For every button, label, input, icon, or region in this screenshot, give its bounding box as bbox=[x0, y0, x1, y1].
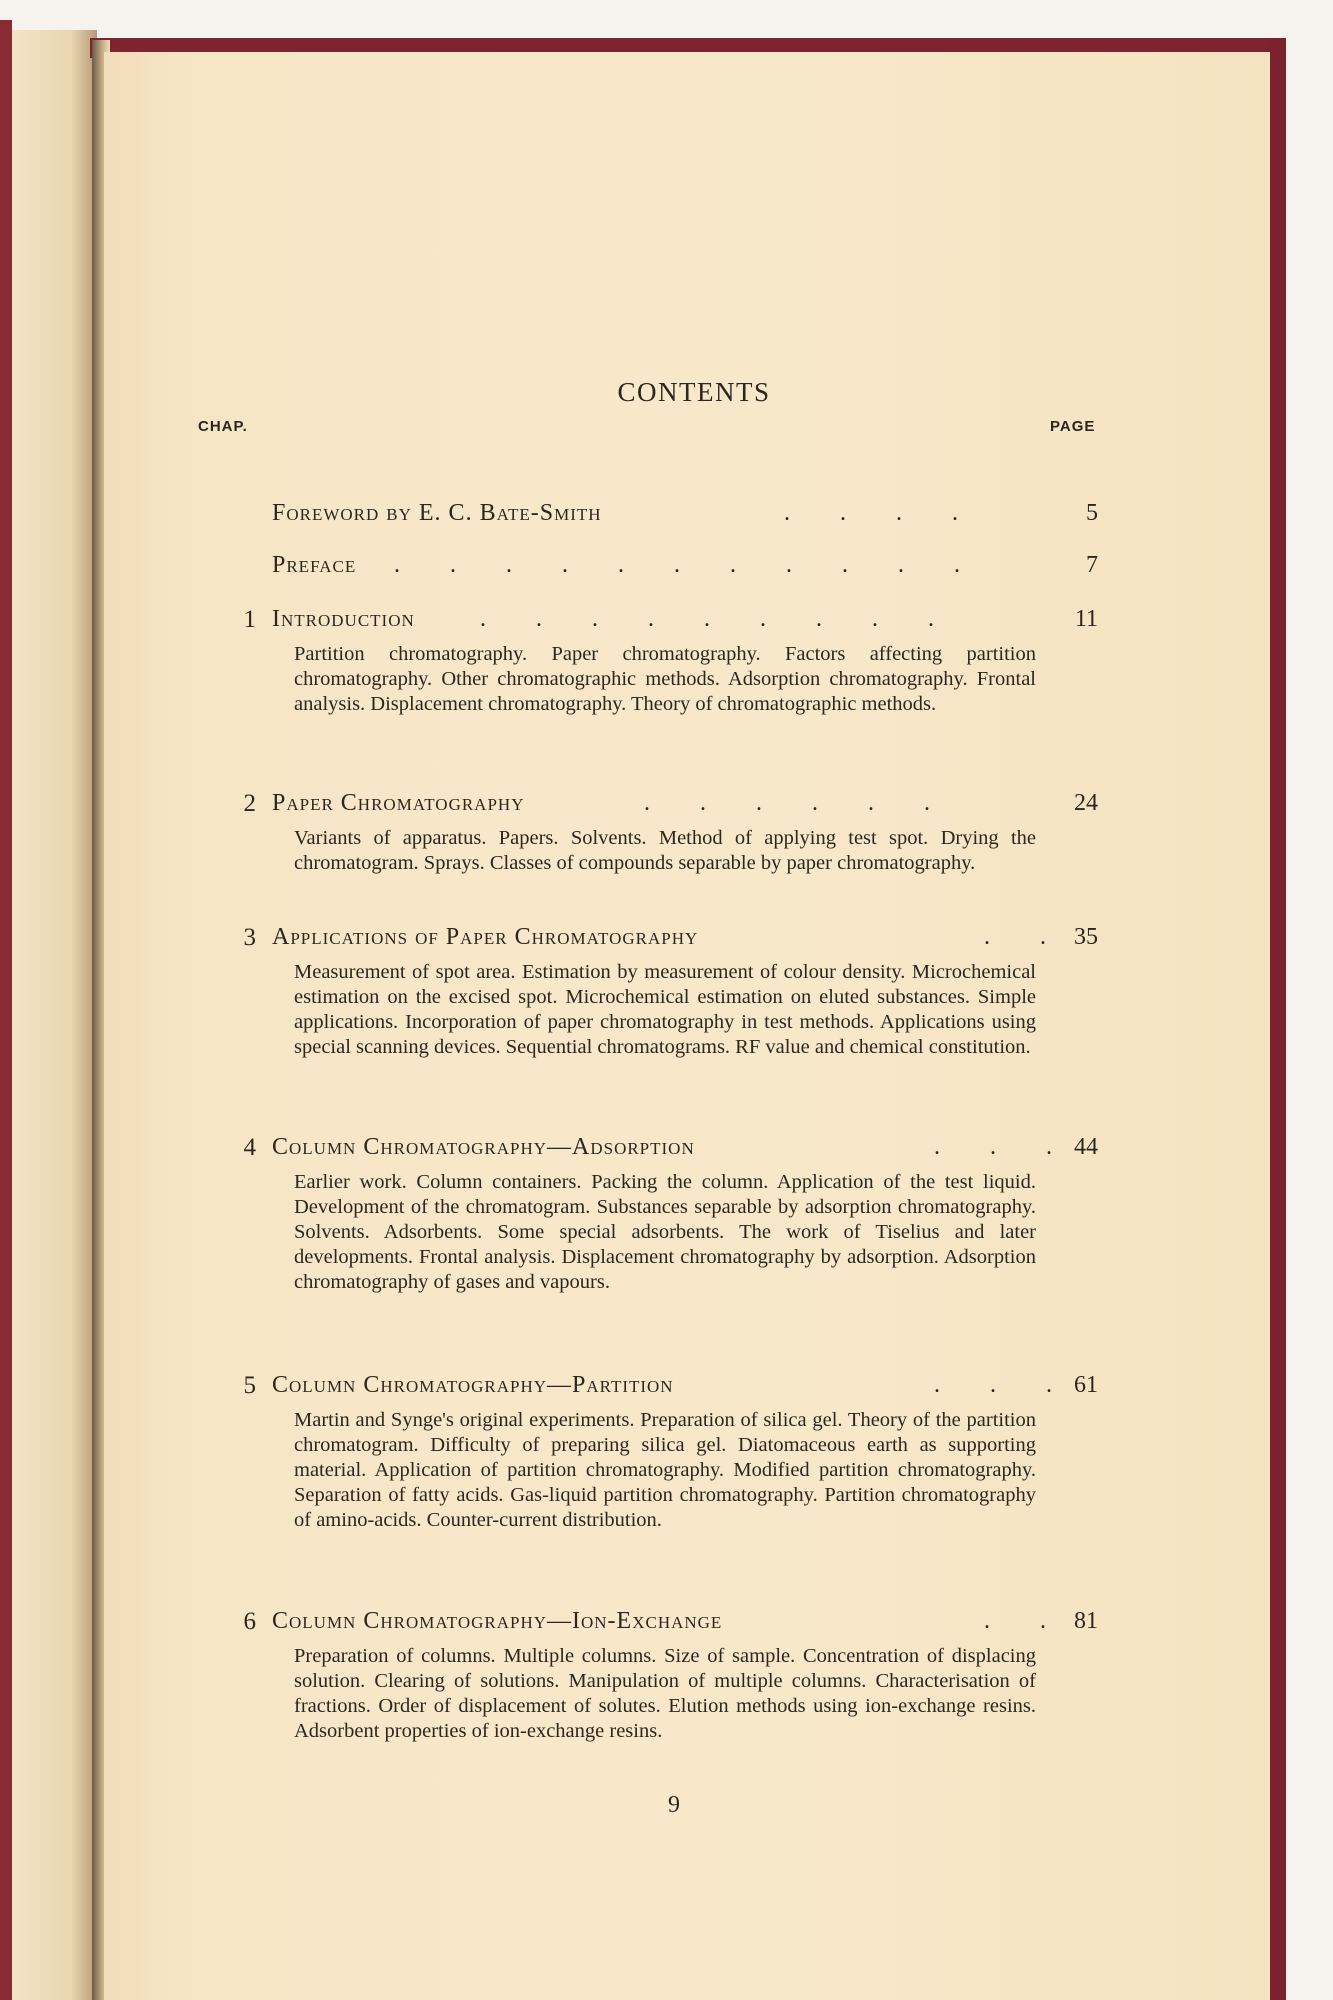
page-column-header: PAGE bbox=[1050, 418, 1096, 435]
chapter-description: Earlier work. Column containers. Packing the column. Application of the test liquid. Development of the chromatogram. Substances separable by adsorption chromatography. Solvents. Adsorbents. Some special adsorbents. The work of Tiselius and later developments. Frontal analysis. Displacement chromatography by adsorption. Adsorption chromatography of gases and vapours. bbox=[294, 1171, 1036, 1293]
chapter-number: 1 bbox=[243, 606, 256, 633]
toc-page-number: 11 bbox=[1074, 606, 1098, 632]
chapter-description: Variants of apparatus. Papers. Solvents. Method of applying test spot. Drying the chromatogram. Sprays. Classes of compounds separable by paper chromatography. bbox=[294, 827, 1036, 874]
chapter-description: Measurement of spot area. Estimation by measurement of colour density. Microchemical estimation on the excised spot. Microchemical estimation on eluted substances. Simple applications. Incorporation of paper chromatography in test methods. Applications using special scanning devices. Sequential chromatograms. RF value and chemical constitution. bbox=[294, 961, 1036, 1058]
chapter-description: Partition chromatography. Paper chromatography. Factors affecting partition chromatography. Other chromatographic methods. Adsorption chromatography. Frontal analysis. Displacement chromatography. Theory of chromatographic methods. bbox=[294, 643, 1036, 715]
page-title: CONTENTS bbox=[617, 377, 771, 407]
contents-text bbox=[104, 52, 1270, 2000]
toc-heading: Introduction bbox=[272, 606, 415, 632]
toc-page-number: 7 bbox=[1086, 552, 1098, 578]
toc-heading: Column Chromatography—Partition bbox=[272, 1372, 674, 1398]
chapter-number: 2 bbox=[243, 790, 256, 817]
dot-leader: . . . . . . . . . bbox=[480, 606, 956, 632]
chapter-number: 5 bbox=[243, 1372, 256, 1399]
chapter-number: 3 bbox=[243, 924, 256, 951]
dot-leader: . . . bbox=[934, 1134, 1074, 1160]
toc-heading: Applications of Paper Chromatography bbox=[272, 924, 699, 950]
toc-page-number: 61 bbox=[1074, 1372, 1098, 1398]
book-cover-left-edge bbox=[0, 20, 12, 2000]
dot-leader: . . . . . . . . . . . bbox=[394, 552, 982, 578]
toc-heading: Column Chromatography—Adsorption bbox=[272, 1134, 695, 1160]
chapter-description: Preparation of columns. Multiple columns. Size of sample. Concentration of displacing solution. Clearing of solutions. Manipulation of multiple columns. Characterisation of fractions. Order of displacement of solutes. Elution methods using ion-exchange resins. Adsorbent properties of ion-exchange resins. bbox=[294, 1645, 1036, 1742]
page-number: 9 bbox=[668, 1792, 680, 1818]
dot-leader: . . bbox=[984, 1608, 1068, 1634]
dot-leader: . . . . bbox=[784, 500, 980, 526]
toc-page-number: 24 bbox=[1074, 790, 1098, 816]
chapter-number: 4 bbox=[243, 1134, 256, 1161]
dot-leader: . . . . . . bbox=[644, 790, 952, 816]
left-page-edge bbox=[12, 30, 97, 2000]
toc-heading: Preface bbox=[272, 552, 357, 578]
toc-heading: Column Chromatography—Ion-Exchange bbox=[272, 1608, 723, 1634]
toc-page-number: 35 bbox=[1074, 924, 1098, 950]
toc-page-number: 5 bbox=[1086, 500, 1098, 526]
book-cover-right-edge bbox=[1268, 38, 1286, 2000]
chapter-column-header: CHAP. bbox=[198, 418, 248, 435]
toc-heading: Paper Chromatography bbox=[272, 790, 525, 816]
toc-page-number: 44 bbox=[1074, 1134, 1098, 1160]
dot-leader: . . bbox=[984, 924, 1068, 950]
chapter-description: Martin and Synge's original experiments. Preparation of silica gel. Theory of the partition chromatogram. Difficulty of preparing silica gel. Diatomaceous earth as supporting material. Application of partition chromatography. Modified partition chromatography. Separation of fatty acids. Gas-liquid partition chromatography. Partition chromatography of amino-acids. Counter-current distribution. bbox=[294, 1409, 1036, 1531]
dot-leader: . . . bbox=[934, 1372, 1074, 1398]
contents-page bbox=[104, 52, 1270, 2000]
toc-page-number: 81 bbox=[1074, 1608, 1098, 1634]
toc-heading: Foreword by E. C. Bate-Smith bbox=[272, 500, 602, 526]
chapter-number: 6 bbox=[243, 1608, 256, 1635]
